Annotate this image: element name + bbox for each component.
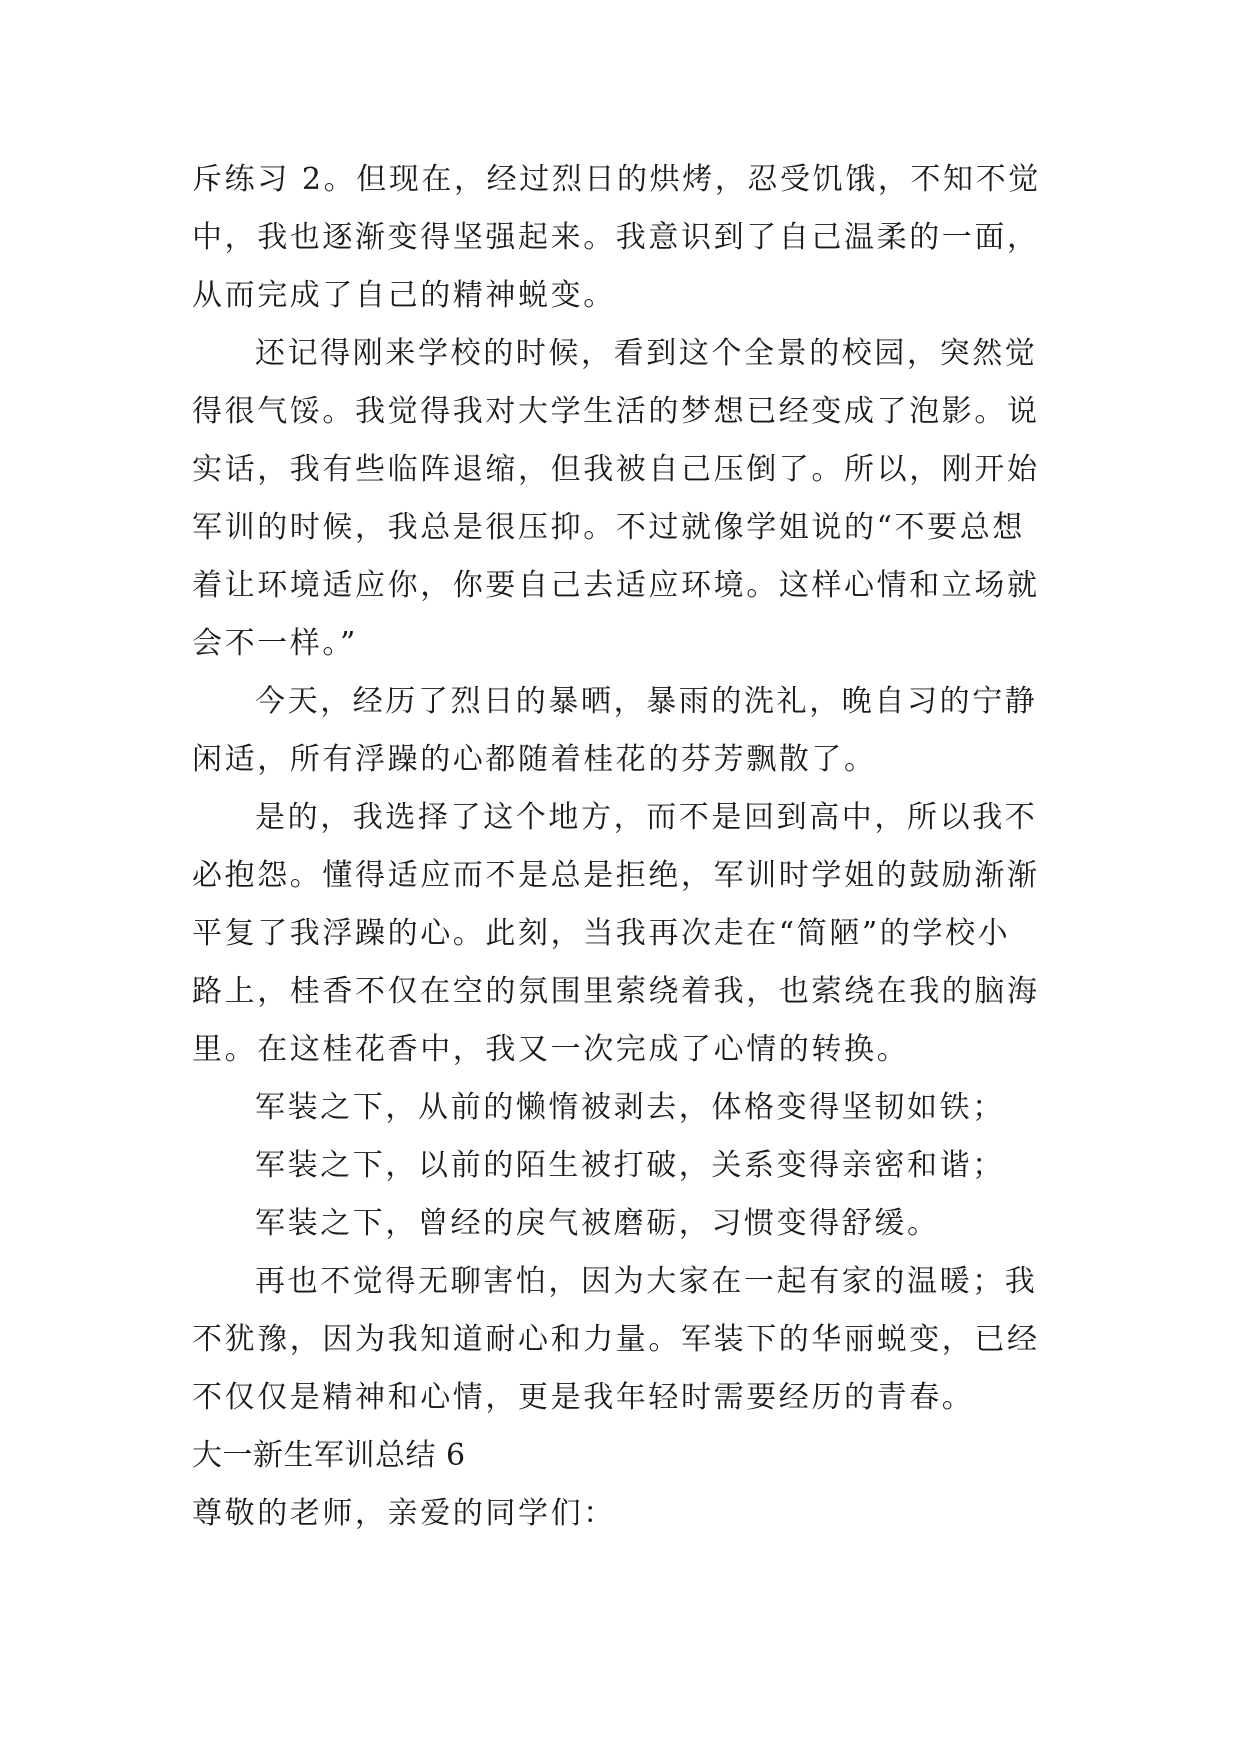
text-line: 着让环境适应你，你要自己去适应环境。这样心情和立场就: [192, 568, 1040, 603]
text-line: 中，我也逐渐变得坚强起来。我意识到了自己温柔的一面，: [192, 220, 1040, 255]
paragraph-start-line: 再也不觉得无聊害怕，因为大家在一起有家的温暖；我: [255, 1264, 1038, 1299]
text-line: 斥练习 2。但现在，经过烈日的烘烤，忍受饥饿，不知不觉: [192, 162, 1041, 197]
text-line: 路上，桂香不仅在空的氛围里萦绕着我，也萦绕在我的脑海: [192, 974, 1040, 1009]
text-line: 不犹豫，因为我知道耐心和力量。军装下的华丽蜕变，已经: [192, 1322, 1040, 1357]
text-line: 平复了我浮躁的心。此刻，当我再次走在“简陋”的学校小: [192, 916, 1011, 951]
salutation-line: 尊敬的老师，亲爱的同学们：: [192, 1496, 616, 1531]
paragraph-start-line: 军装之下，曾经的戾气被磨砺，习惯变得舒缓。: [255, 1206, 940, 1241]
text-line: 军训的时候，我总是很压抑。不过就像学姐说的“不要总想: [192, 510, 1025, 545]
text-line: 闲适，所有浮躁的心都随着桂花的芬芳飘散了。: [192, 742, 877, 777]
text-line: 从而完成了自己的精神蜕变。: [192, 278, 616, 313]
paragraph-start-line: 是的，我选择了这个地方，而不是回到高中，所以我不: [255, 800, 1038, 835]
text-line: 必抱怨。懂得适应而不是总是拒绝，军训时学姐的鼓励渐渐: [192, 858, 1040, 893]
paragraph-start-line: 军装之下，从前的懒惰被剥去，体格变得坚韧如铁；: [255, 1090, 1005, 1125]
text-line: 会不一样。”: [192, 626, 358, 661]
paragraph-start-line: 军装之下，以前的陌生被打破，关系变得亲密和谐；: [255, 1148, 1005, 1183]
text-line: 实话，我有些临阵退缩，但我被自己压倒了。所以，刚开始: [192, 452, 1040, 487]
text-line: 不仅仅是精神和心情，更是我年轻时需要经历的青春。: [192, 1380, 975, 1415]
text-line: 得很气馁。我觉得我对大学生活的梦想已经变成了泡影。说: [192, 394, 1040, 429]
paragraph-start-line: 还记得刚来学校的时候，看到这个全景的校园，突然觉: [255, 336, 1038, 371]
text-line: 里。在这桂花香中，我又一次完成了心情的转换。: [192, 1032, 910, 1067]
section-heading: 大一新生军训总结 6: [192, 1438, 466, 1473]
paragraph-start-line: 今天，经历了烈日的暴晒，暴雨的洗礼，晚自习的宁静: [255, 684, 1038, 719]
